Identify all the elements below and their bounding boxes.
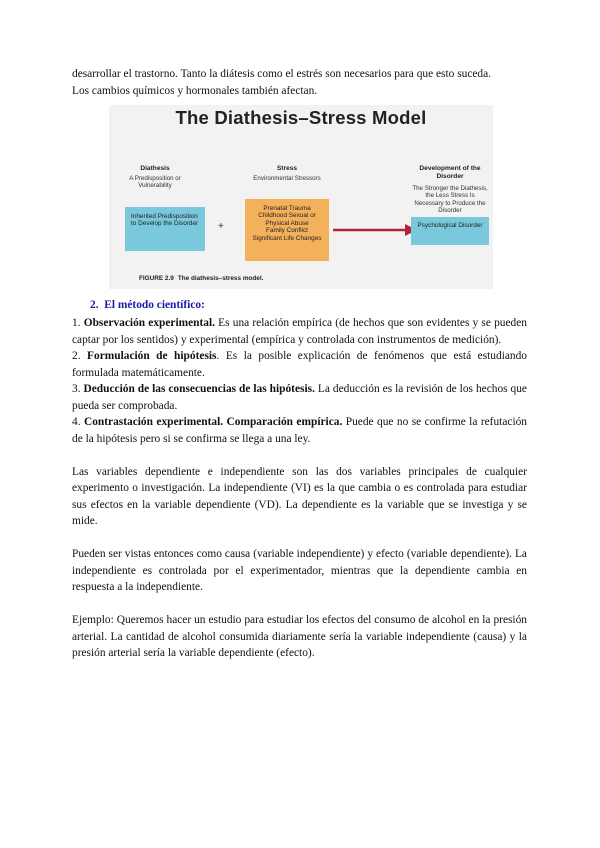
step-term: Formulación de hipótesis bbox=[87, 350, 217, 362]
step-text: La deducción es la revisión de los hechos que pueda ser comprobada. bbox=[72, 383, 527, 412]
stress-box bbox=[245, 199, 329, 261]
step-item bbox=[72, 315, 527, 348]
development-heading: Development of the Disorder bbox=[419, 165, 481, 180]
step-number: 4. bbox=[72, 416, 81, 428]
stress-item: Childhood Sexual or Physical Abuse bbox=[258, 212, 316, 227]
spacer bbox=[72, 447, 527, 464]
diathesis-box: Inherited Predisposition to Develop the Disorder bbox=[125, 207, 205, 251]
step-number: 1. bbox=[72, 317, 81, 329]
spacer bbox=[72, 530, 527, 547]
example-paragraph: Ejemplo: Queremos hacer un estudio para estudiar los efectos del consumo de alcohol en la presión arterial. La cantidad de alcohol consumida diariamente sería la variable independiente (causa) y la presión arterial sería la variable dependiente (efecto). bbox=[72, 614, 527, 659]
development-subheading: The Stronger the Diathesis, the Less Stress Is Necessary to Produce the Disorder bbox=[412, 185, 488, 215]
step-item bbox=[72, 348, 527, 381]
right-arrow-icon bbox=[333, 219, 417, 241]
diathesis-heading: Diathesis bbox=[140, 165, 170, 172]
diathesis-subheading: A Predisposition or Vulnerability bbox=[129, 175, 181, 190]
stress-heading: Stress bbox=[276, 165, 298, 172]
caption-text: The diathesis–stress model. bbox=[177, 275, 264, 282]
step-number: 3. bbox=[72, 383, 81, 395]
step-term: Contrastación experimental. Comparación empírica. bbox=[83, 416, 343, 428]
step-text: . Es la posible explicación de fenómenos que está estudiando formulada matemáticamente. bbox=[72, 350, 527, 379]
intro-line-1: desarrollar el trastorno. Tanto la diátesis como el estrés son necesarios para que esto suceda. bbox=[72, 68, 492, 80]
diathesis-stress-figure bbox=[109, 105, 493, 289]
step-item bbox=[72, 414, 527, 447]
section-title: El método científico: bbox=[104, 299, 205, 311]
disorder-box: Psychological Disorder bbox=[411, 217, 489, 245]
cause-effect-paragraph: Pueden ser vistas entonces como causa (variable independiente) y efecto (variable dependiente). La independiente es controlada por el experimentador, mientras que la dependiente cambia en respuesta a la independiente. bbox=[72, 548, 527, 593]
step-term: Deducción de las consecuencias de las hipótesis. bbox=[83, 383, 315, 395]
step-number: 2. bbox=[72, 350, 81, 362]
step-item bbox=[72, 381, 527, 414]
stress-subheading: Environmental Stressors bbox=[253, 175, 321, 182]
spacer bbox=[72, 596, 527, 613]
step-text: Puede que no se confirme la refutación de la hipótesis pero si se confirma se llega a una ley. bbox=[72, 416, 527, 445]
section-heading bbox=[90, 297, 527, 313]
intro-line-2: Los cambios químicos y hormonales también afectan. bbox=[72, 84, 318, 97]
document-page bbox=[72, 66, 527, 662]
figure-title: The Diathesis–Stress Model bbox=[175, 107, 427, 128]
figure-caption bbox=[139, 275, 267, 282]
variables-paragraph: Las variables dependiente e independiente son las dos variables principales de cualquier experimento o investigación. La independiente (VI) es la que cambia o es controlada para estudiar sus efectos en la variable dependiente (VD). La dependiente es la variable que se investiga y se mide. bbox=[72, 465, 527, 527]
caption-label: FIGURE 2.9 bbox=[139, 275, 174, 282]
stress-item: Significant Life Changes bbox=[252, 234, 322, 242]
intro-paragraph bbox=[72, 66, 527, 99]
step-term: Observación experimental. bbox=[83, 317, 216, 329]
step-text: Es una relación empírica (de hechos que son evidentes y se pueden captar por los sentidos) y experimental (empírica y controlada con instrumentos de medición). bbox=[72, 317, 527, 346]
stress-item: Prenatal Trauma bbox=[263, 205, 311, 212]
section-number: 2. bbox=[90, 299, 99, 311]
stress-item: Family Conflict bbox=[266, 227, 308, 235]
plus-sign: + bbox=[218, 221, 224, 232]
